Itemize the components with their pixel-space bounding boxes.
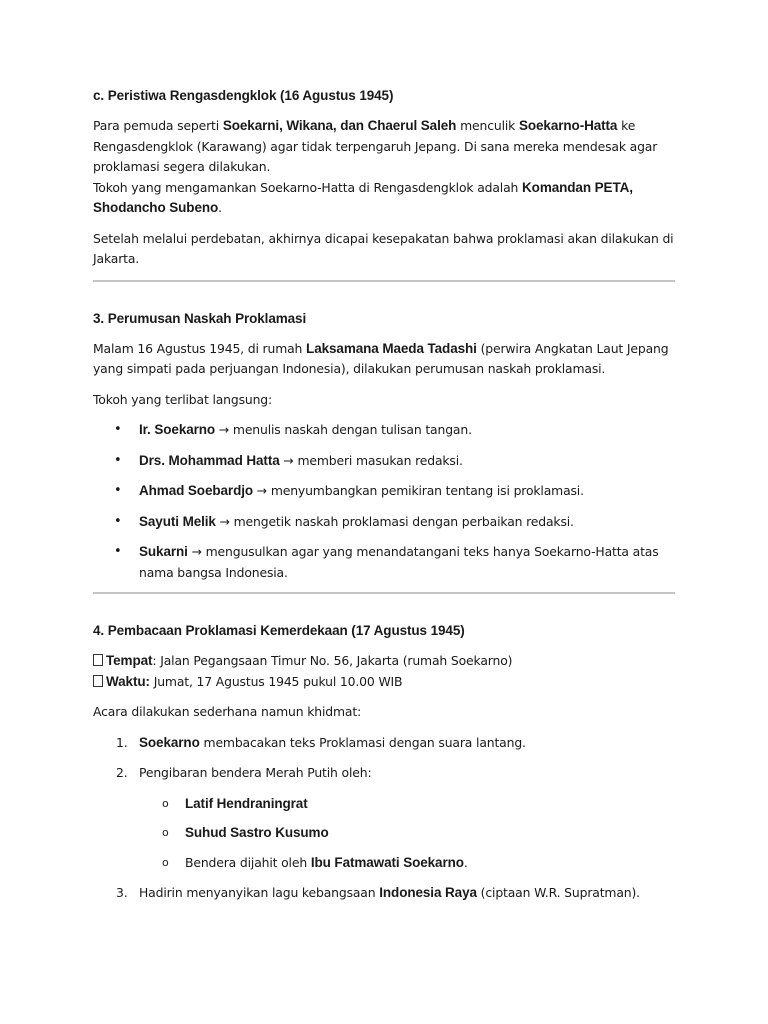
text: ke Rengasdengklok (Karawang) agar tidak terpengaruh Jepang. Di sana mereka mendesak agar proklamasi segera dilakukan. — [93, 118, 658, 174]
ceremony-list — [93, 733, 675, 784]
section-3-heading: 3. Perumusan Naskah Proklamasi — [93, 310, 307, 326]
text: membacakan teks Proklamasi dengan suara lantang. — [199, 734, 526, 750]
section-c-heading: c. Peristiwa Rengasdengklok (16 Agustus 1945) — [93, 88, 394, 103]
bold-text: Laksamana Maeda Tadashi — [306, 340, 477, 356]
list-number: 3. — [116, 885, 128, 900]
bullet-icon: • — [114, 544, 122, 559]
text: . — [463, 854, 468, 870]
list-number: 1. — [116, 734, 128, 750]
divider — [93, 592, 675, 594]
tempat-line — [93, 651, 675, 672]
flag-raisers-list — [93, 794, 675, 874]
bold-text: Indonesia Raya — [379, 885, 477, 900]
text: Pengibaran bendera Merah Putih oleh: — [139, 765, 372, 780]
list-item — [93, 420, 675, 441]
text: Bendera dijahit oleh — [185, 854, 311, 870]
figure-role: → menulis naskah dengan tulisan tangan. — [215, 422, 472, 437]
sub-bullet-icon: o — [162, 796, 169, 810]
waktu-value: Jumat, 17 Agustus 1945 pukul 10.00 WIB — [149, 673, 403, 689]
text: . — [218, 200, 222, 215]
list-item — [93, 763, 675, 784]
section-c-paragraph-2 — [93, 178, 675, 219]
text: (perwira Angkatan Laut Jepang yang simpati pada perjuangan Indonesia), dilakukan perumusan naskah proklamasi. — [93, 340, 669, 376]
bold-text: Ibu Fatmawati Soekarno — [310, 854, 464, 870]
pin-icon — [93, 654, 103, 666]
sub-bullet-icon: o — [162, 826, 169, 839]
figures-list — [93, 420, 675, 583]
bullet-icon: • — [114, 422, 122, 437]
list-number: 2. — [116, 765, 128, 780]
figure-role: → mengetik naskah proklamasi dengan perbaikan redaksi. — [215, 513, 574, 529]
figure-name: Sayuti Melik — [139, 513, 216, 529]
text: Malam 16 Agustus 1945, di rumah — [93, 340, 307, 356]
text: menculik — [456, 118, 519, 133]
section-3-paragraph-1 — [93, 339, 675, 380]
list-item — [93, 733, 675, 754]
bold-text: Latif Hendraningrat — [185, 795, 308, 811]
tempat-label: Tempat — [106, 653, 153, 668]
section-c-paragraph-1 — [93, 116, 675, 178]
section-3-paragraph-2: Tokoh yang terlibat langsung: — [93, 391, 273, 407]
ceremony-list-continued — [93, 883, 675, 904]
section-4-heading: 4. Pembacaan Proklamasi Kemerdekaan (17 Agustus 1945) — [93, 623, 465, 638]
bullet-icon: • — [114, 513, 122, 529]
list-item — [93, 823, 675, 844]
list-item — [93, 853, 675, 874]
figure-name: Ir. Soekarno — [139, 422, 216, 437]
figure-role: → menyumbangkan pemikiran tentang isi proklamasi. — [253, 483, 584, 498]
figure-name: Ahmad Soebardjo — [139, 483, 254, 498]
sub-bullet-icon: o — [162, 855, 169, 869]
list-item — [93, 542, 675, 583]
list-item — [93, 451, 675, 472]
bullet-icon: • — [114, 483, 122, 498]
document-page — [93, 86, 675, 904]
tempat-value: : Jalan Pegangsaan Timur No. 56, Jakarta (rumah Soekarno) — [152, 653, 513, 668]
text: Hadirin menyanyikan lagu kebangsaan — [139, 885, 380, 900]
section-c-paragraph-3: Setelah melalui perdebatan, akhirnya dicapai kesepakatan bahwa proklamasi akan dilakukan di Jakarta. — [93, 230, 674, 266]
bold-text: Komandan PETA, Shodancho Subeno — [93, 179, 633, 215]
figure-role: → mengusulkan agar yang menandatangani teks hanya Soekarno-Hatta atas nama bangsa Indonesia. — [139, 544, 659, 580]
waktu-label: Waktu: — [106, 673, 150, 689]
bullet-icon: • — [114, 452, 122, 468]
list-item — [93, 481, 675, 502]
figure-name: Sukarni — [139, 544, 188, 559]
clock-icon — [93, 675, 103, 687]
text: (ciptaan W.R. Supratman). — [476, 885, 640, 900]
figure-name: Drs. Mohammad Hatta — [139, 452, 280, 468]
waktu-line — [93, 672, 675, 693]
bold-text: Soekarno — [139, 734, 200, 750]
text: Para pemuda seperti — [93, 118, 223, 133]
list-item — [93, 883, 675, 904]
bold-text: Soekarni, Wikana, dan Chaerul Saleh — [222, 118, 457, 133]
list-item — [93, 512, 675, 533]
bold-text: Soekarno-Hatta — [518, 118, 618, 133]
text: Tokoh yang mengamankan Soekarno-Hatta di Rengasdengklok adalah — [93, 179, 523, 195]
list-item — [93, 794, 675, 815]
figure-role: → memberi masukan redaksi. — [279, 452, 463, 468]
bold-text: Suhud Sastro Kusumo — [185, 825, 329, 840]
divider — [93, 280, 675, 282]
section-4-intro: Acara dilakukan sederhana namun khidmat: — [93, 704, 362, 719]
